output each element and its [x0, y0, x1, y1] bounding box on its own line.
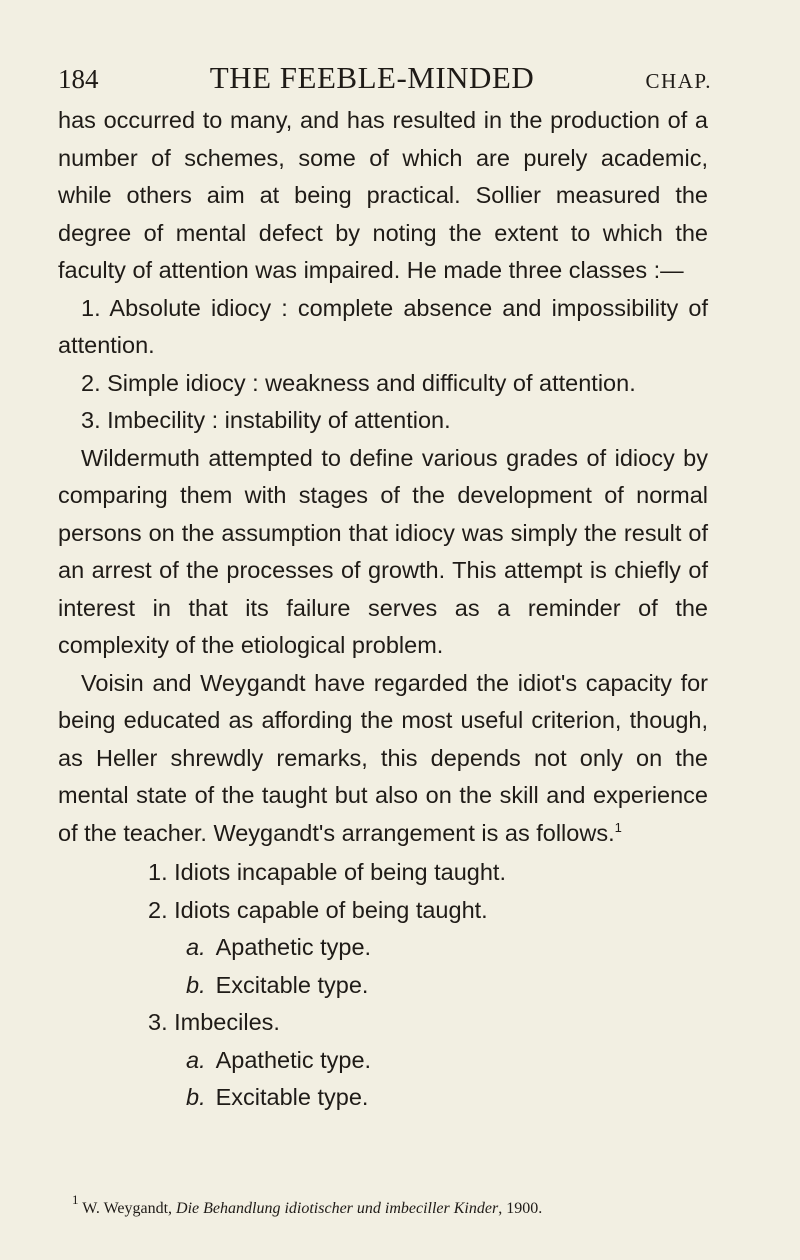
subitem-letter: a. [186, 934, 206, 960]
subitem-text: Apathetic type. [215, 934, 372, 960]
subitem-text: Excitable type. [215, 1084, 369, 1110]
body-text [58, 102, 708, 1117]
subitem-letter: a. [186, 1046, 206, 1073]
weygandt-subitem [58, 1079, 708, 1117]
footnote-rest: , 1900. [498, 1200, 543, 1217]
subitem-text: Excitable type. [215, 971, 369, 998]
sollier-class-2: 2. Simple idiocy : weakness and difficulty of attention. [81, 369, 636, 396]
paragraph-wildermuth: Wildermuth attempted to define various grades of idiocy by comparing them with stages of the development of normal persons on the assumption that idiocy was simply the result of an arrest of the processes of growth. This attempt is chiefly of interest in that its failure serves as a reminder of the complexity of the etiological problem. [58, 444, 708, 658]
running-title: THE FEEBLE-MINDED [209, 60, 535, 95]
weygandt-list [58, 854, 708, 1117]
weygandt-subitem [58, 1042, 708, 1080]
footnote-author: W. Weygandt, [82, 1200, 173, 1217]
weygandt-subitem [58, 967, 708, 1005]
paragraph-voisin-weygandt [58, 665, 708, 853]
footnote-marker: 1 [72, 1192, 79, 1207]
footnote-reference: 1 [614, 819, 622, 835]
sollier-class-1: 1. Absolute idiocy : complete absence and impossibility of attention. [58, 294, 708, 358]
chapter-label: CHAP. [645, 69, 712, 93]
subitem-letter: b. [186, 971, 206, 998]
sollier-class-3: 3. Imbecility : instability of attention. [81, 407, 451, 433]
weygandt-item-3: 3. Imbeciles. [148, 1009, 280, 1035]
page-number: 184 [58, 64, 99, 94]
footnote [58, 1194, 718, 1224]
subitem-text: Apathetic type. [215, 1046, 372, 1073]
page-header [58, 60, 712, 96]
weygandt-item-2: 2. Idiots capable of being taught. [148, 896, 488, 923]
paragraph-voisin-text: Voisin and Weygandt have regarded the idiot's capacity for being educated as affording the most useful criterion, though, as Heller shrewdly remarks, this depends not only on the mental state of the taught but also on the skill and experience of the teacher. Weygandt's arrangement is as follows. [58, 669, 708, 846]
paragraph-continued: has occurred to many, and has resulted in the production of a number of schemes, some of which are purely academic, while others aim at being practical. Sollier measured the degree of mental defect by noting the extent to which the faculty of attention was impaired. He made three classes :— [58, 107, 708, 283]
weygandt-subitem [58, 929, 708, 967]
subitem-letter: b. [186, 1084, 206, 1110]
footnote-title: Die Behandlung idiotischer und imbeciller Kinder [176, 1200, 499, 1217]
weygandt-item-1: 1. Idiots incapable of being taught. [148, 859, 506, 885]
